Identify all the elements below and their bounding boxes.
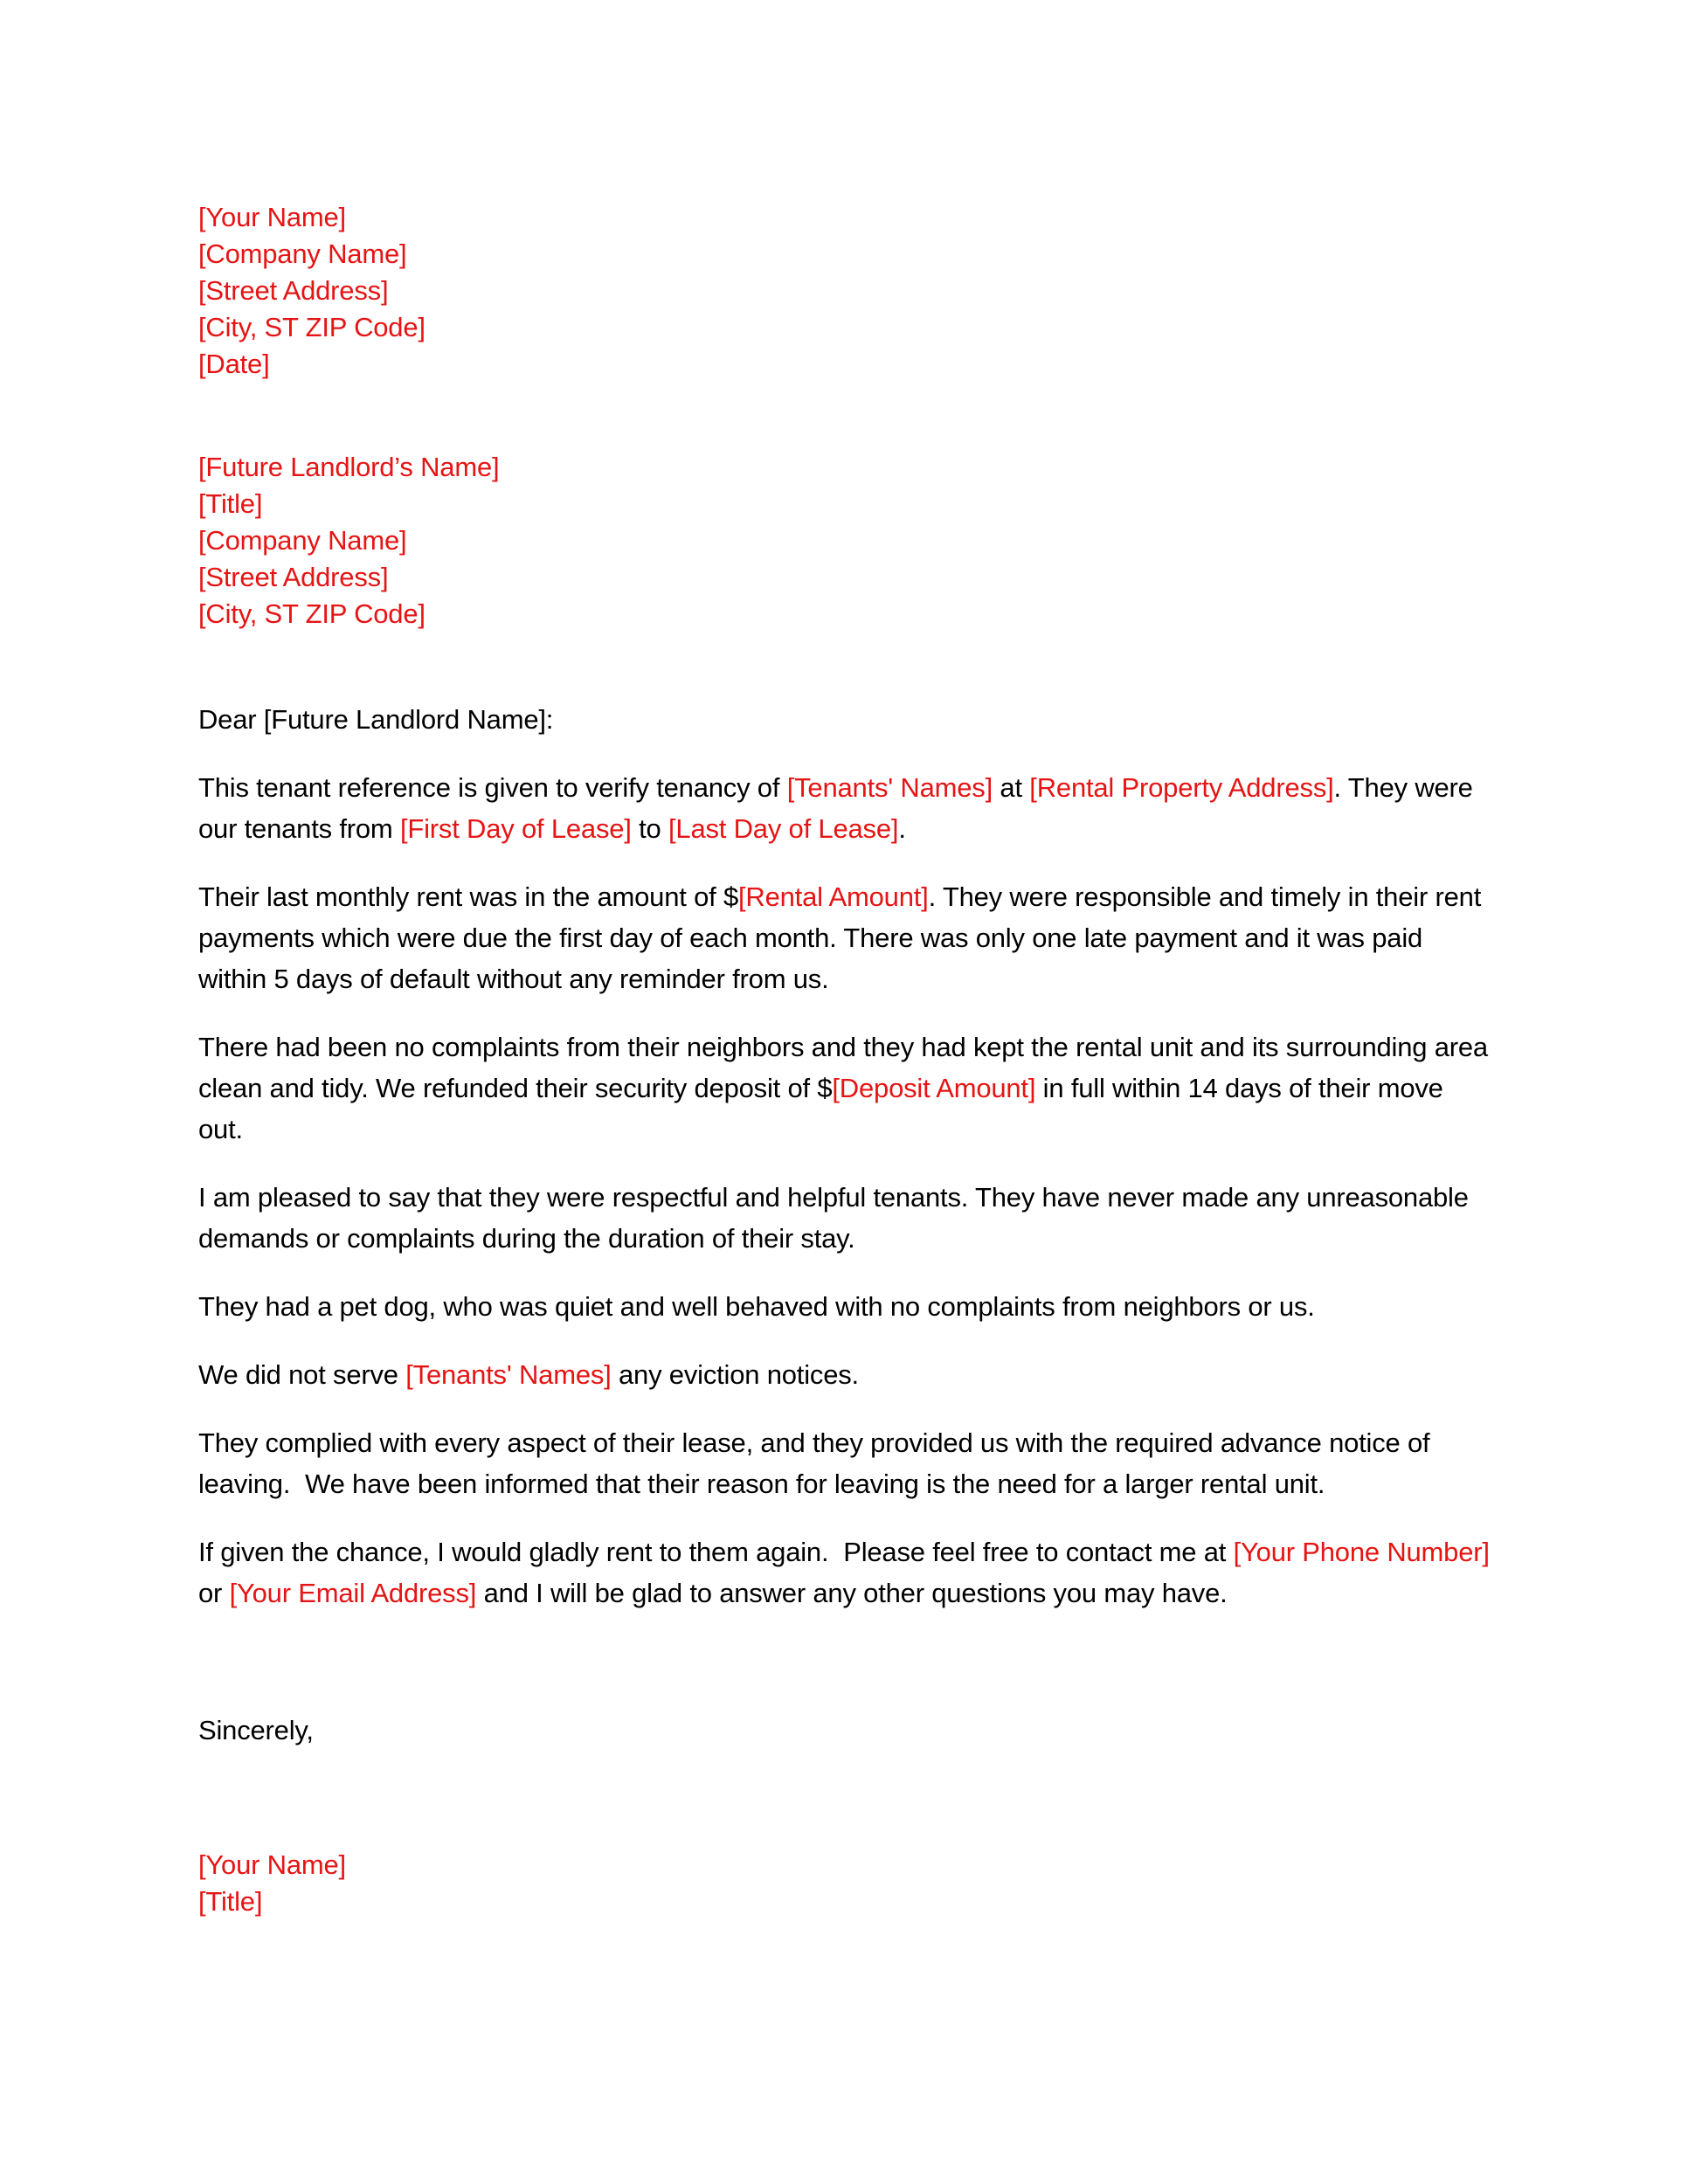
body-text: This tenant reference is given to verify tenancy of [198,772,787,803]
placeholder-text: [Last Day of Lease] [668,813,899,844]
address-line: [Company Name] [198,525,407,556]
body-text: They had a pet dog, who was quiet and well behaved with no complaints from neighbors or us. [198,1291,1315,1322]
placeholder-text: [Rental Amount] [738,881,929,912]
recipient-address-block [198,449,1490,632]
paragraph-respectful-tenants [198,1177,1490,1259]
placeholder-text: [First Day of Lease] [399,813,632,844]
paragraph-lease-compliance [198,1422,1490,1504]
body-text: at [993,772,1030,803]
placeholder-text: [Tenants' Names] [405,1359,612,1390]
body-text: . [898,813,906,844]
placeholder-text: [Tenants' Names] [786,772,993,803]
placeholder-text: [Deposit Amount] [832,1073,1036,1103]
paragraph-recommendation-contact [198,1531,1498,1614]
placeholder-text: [Your Phone Number] [1233,1537,1490,1567]
paragraph-rent-history [198,876,1490,999]
address-line: [Future Landlord’s Name] [198,452,500,482]
body-text: or [198,1537,1498,1608]
address-line: [City, ST ZIP Code] [198,312,425,342]
placeholder-text: [Your Email Address] [229,1578,477,1608]
body-text: There had been no complaints from their neighbors and they had kept the rental unit and its surrounding area clean and tidy. We refunded their security deposit of $ [198,1032,1496,1103]
body-text: Their last monthly rent was in the amount of $ [198,881,738,912]
body-text: They complied with every aspect of their lease, and they provided us with the required advance notice of leaving. We have been informed that their reason for leaving is the need for a larger rental unit. [198,1427,1437,1499]
body-text: to [631,813,668,844]
paragraph-tenancy-verification [198,767,1490,849]
paragraph-deposit-refund [198,1026,1496,1150]
address-line: [Street Address] [198,562,389,592]
address-line: [Date] [198,349,270,379]
address-line: [City, ST ZIP Code] [198,598,425,629]
address-line: [Title] [198,488,263,519]
address-line: [Title] [198,1886,263,1917]
placeholder-text: [Rental Property Address] [1029,772,1334,803]
address-line: [Your Name] [198,202,346,232]
body-text: . They were responsible and timely in their rent payments which were due the first day of each month. There was only one late payment and it was paid within 5 days of default without any reminder from us. [198,881,1489,994]
address-line: [Your Name] [198,1849,346,1880]
body-text: and I will be glad to answer any other questions you may have. [476,1578,1228,1608]
salutation: Dear [Future Landlord Name]: [198,704,554,735]
body-text: I am pleased to say that they were respectful and helpful tenants. They have never made any unreasonable demands or complaints during the duration of their stay. [198,1182,1477,1254]
body-text: in full within 14 days of their move out. [198,1073,1451,1144]
body-text: We did not serve [198,1359,406,1390]
body-text: any eviction notices. [611,1359,859,1390]
sender-address-block [198,199,1490,383]
address-line: [Street Address] [198,275,389,306]
paragraph-pet-dog [198,1286,1490,1327]
paragraph-no-eviction [198,1354,1490,1395]
body-text: If given the chance, I would gladly rent to them again. Please feel free to contact me at [198,1537,1234,1567]
closing: Sincerely, [198,1715,314,1745]
address-line: [Company Name] [198,238,407,269]
signature-block [198,1847,1490,1920]
body-text: . They were our tenants from [198,772,1481,844]
